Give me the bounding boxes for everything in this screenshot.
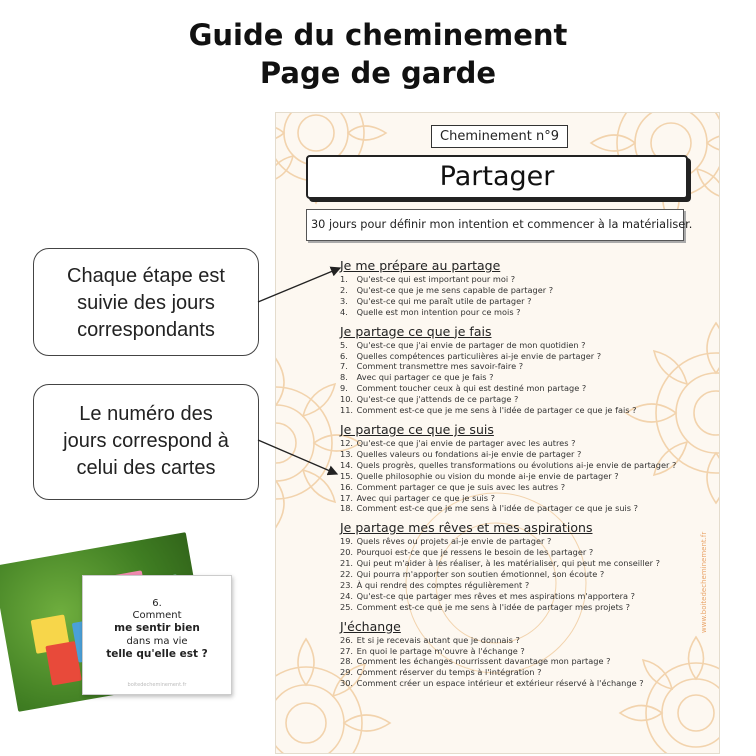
list-item: [340, 285, 700, 296]
item-text: Qu'est-ce que j'ai envie de partager avec les autres ?: [356, 437, 576, 448]
section: [340, 422, 700, 514]
item-text: Quelle est mon intention pour ce mois ?: [356, 306, 521, 317]
item-text: En quoi le partage m'ouvre à l'échange ?: [356, 645, 525, 656]
list-item: [340, 405, 700, 416]
list-item: [340, 361, 700, 372]
callout-steps: [33, 248, 259, 356]
callout-line: Chaque étape est: [67, 265, 225, 287]
card-line-bold: telle qu'elle est ?: [106, 648, 208, 660]
item-number: 13.: [340, 448, 354, 459]
item-number: 15.: [340, 470, 354, 481]
callout-line: jours correspond à: [63, 430, 229, 452]
item-number: 3.: [340, 295, 348, 306]
item-number: 1.: [340, 274, 348, 284]
item-text: Qu'est-ce que j'attends de ce partage ?: [356, 394, 519, 405]
item-text: Qui peut m'aider à les réaliser, à les matérialiser, qui peut me conseiller ?: [356, 558, 660, 569]
section: [340, 258, 700, 318]
section: [340, 619, 700, 690]
item-number: 20.: [340, 547, 354, 558]
list-item: [340, 438, 700, 449]
item-text: Quelles compétences particulières ai-je envie de partager ?: [356, 350, 602, 361]
item-text: Comment est-ce que je me sens à l'idée de partager mes projets ?: [356, 601, 631, 612]
list-item: [340, 372, 700, 383]
section-title: Je partage ce que je fais: [340, 323, 492, 339]
list-item: [340, 340, 700, 351]
item-number: 23.: [340, 579, 354, 590]
list-item: [340, 449, 700, 460]
question-card: [82, 575, 232, 695]
list-item: [340, 558, 700, 569]
item-text: Comment partager ce que je suis avec les autres ?: [356, 481, 566, 492]
main-subtitle: Page de garde: [259, 56, 497, 90]
item-text: Qu'est-ce que j'ai envie de partager de mon quotidien ?: [356, 339, 586, 350]
list-item: [340, 307, 700, 318]
item-text: Comment créer un espace intérieur et extérieur réservé à l'échange ?: [356, 678, 644, 689]
card-number: 6.: [152, 598, 162, 609]
callout-line: celui des cartes: [76, 457, 216, 479]
item-number: 26.: [340, 634, 354, 645]
list-item: [340, 460, 700, 471]
item-number: 21.: [340, 558, 354, 569]
list-item: [340, 667, 700, 678]
item-number: 5.: [340, 339, 348, 350]
item-text: Comment est-ce que je me sens à l'idée de partager ce que je suis ?: [356, 503, 639, 514]
sections-list: [340, 258, 700, 695]
list-item: [340, 351, 700, 362]
item-number: 2.: [340, 284, 348, 295]
main-title: Guide du cheminement: [188, 18, 568, 52]
item-text: Comment réserver du temps à l'intégration ?: [356, 667, 542, 678]
item-number: 7.: [340, 361, 348, 372]
section-title: Je partage mes rêves et mes aspirations: [340, 520, 593, 536]
list-item: [340, 569, 700, 580]
item-number: 14.: [340, 459, 354, 470]
list-item: [340, 656, 700, 667]
card-line: Comment: [132, 610, 182, 621]
item-text: Quelles valeurs ou fondations ai-je envie de partager ?: [356, 448, 582, 459]
list-item: [340, 635, 700, 646]
item-text: Qu'est-ce qui me paraît utile de partager ?: [356, 295, 532, 306]
item-text: Avec qui partager ce que je fais ?: [356, 372, 494, 383]
list-item: [340, 274, 700, 285]
item-text: Qu'est-ce que partager mes rêves et mes aspirations m'apportera ?: [356, 590, 636, 601]
item-text: Quelle philosophie ou vision du monde ai-je envie de partager ?: [356, 470, 619, 481]
item-text: Quels progrès, quelles transformations ou évolutions ai-je envie de partager ?: [356, 459, 677, 470]
item-text: Pourquoi est-ce que je ressens le besoin de les partager ?: [356, 547, 594, 558]
item-number: 10.: [340, 394, 354, 405]
item-number: 11.: [340, 405, 354, 416]
list-item: [340, 503, 700, 514]
list-item: [340, 591, 700, 602]
item-text: Qu'est-ce que je me sens capable de partager ?: [356, 284, 554, 295]
item-number: 9.: [340, 383, 348, 394]
item-number: 25.: [340, 601, 354, 612]
item-number: 30.: [340, 678, 354, 689]
page-subtitle: 30 jours pour définir mon intention et commencer à la matérialiser.: [306, 209, 684, 241]
cheminement-badge: Cheminement n°9: [431, 125, 568, 148]
item-number: 6.: [340, 350, 348, 361]
item-number: 19.: [340, 536, 354, 547]
item-number: 28.: [340, 656, 354, 667]
list-item: [340, 646, 700, 657]
item-text: À qui rendre des comptes régulièrement ?: [356, 579, 530, 590]
item-number: 12.: [340, 437, 354, 448]
callout-numbers: [33, 384, 259, 500]
section: [340, 324, 700, 416]
item-text: Comment les échanges nourrissent davantage mon partage ?: [356, 656, 611, 667]
section-title: Je partage ce que je suis: [340, 421, 494, 437]
list-item: [340, 536, 700, 547]
item-number: 18.: [340, 503, 354, 514]
list-item: [340, 482, 700, 493]
list-item: [340, 383, 700, 394]
item-number: 16.: [340, 481, 354, 492]
list-item: [340, 493, 700, 504]
item-text: Avec qui partager ce que je suis ?: [356, 492, 496, 503]
item-text: Comment toucher ceux à qui est destiné mon partage ?: [356, 383, 587, 394]
list-item: [340, 547, 700, 558]
card-line: dans ma vie: [126, 636, 188, 647]
list-item: [340, 471, 700, 482]
item-number: 8.: [340, 372, 348, 383]
item-number: 27.: [340, 645, 354, 656]
callout-line: Le numéro des: [79, 403, 213, 425]
cover-page: [275, 112, 720, 754]
callout-line: correspondants: [77, 319, 215, 341]
list-item: [340, 394, 700, 405]
item-number: 24.: [340, 590, 354, 601]
callout-line: suivie des jours: [77, 292, 215, 314]
item-number: 22.: [340, 569, 354, 580]
website-vertical-text: www.boitedecheminement.fr: [700, 531, 708, 633]
item-text: Et si je recevais autant que je donnais ?: [356, 634, 520, 645]
section: [340, 520, 700, 612]
item-text: Comment est-ce que je me sens à l'idée de partager ce que je fais ?: [356, 405, 637, 416]
item-number: 17.: [340, 492, 354, 503]
item-text: Qu'est-ce qui est important pour moi ?: [356, 274, 516, 284]
section-title: J'échange: [340, 618, 401, 634]
item-number: 4.: [340, 306, 348, 317]
section-title: Je me prépare au partage: [340, 258, 501, 273]
card-footer: boitedecheminement.fr: [127, 682, 187, 688]
list-item: [340, 580, 700, 591]
list-item: [340, 678, 700, 689]
card-line-bold: me sentir bien: [114, 622, 200, 634]
item-text: Quels rêves ou projets ai-je envie de partager ?: [356, 536, 552, 547]
item-text: Comment transmettre mes savoir-faire ?: [356, 361, 524, 372]
item-text: Qui pourra m'apporter son soutien émotionnel, son écoute ?: [356, 569, 605, 580]
list-item: [340, 296, 700, 307]
page-title: Partager: [306, 155, 688, 199]
item-number: 29.: [340, 667, 354, 678]
list-item: [340, 602, 700, 613]
